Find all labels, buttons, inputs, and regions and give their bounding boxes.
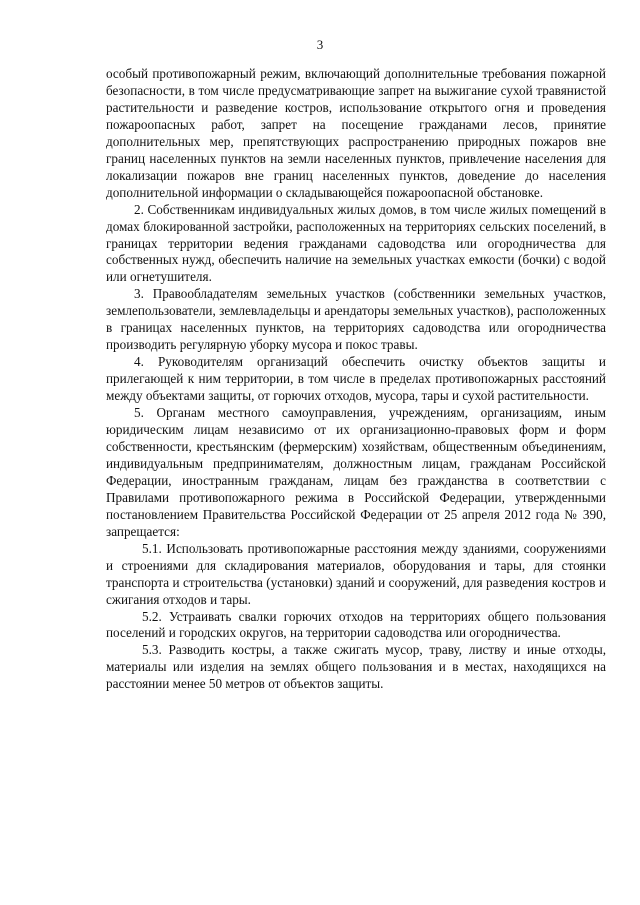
paragraph-4-organization-heads: 4. Руководителям организаций обеспечить очистку объектов защиты и прилегающей к ним территории, в том числе в пределах противопожарных расстояний между объектами защиты, от горючих отходов, мусора, тары и сухой растительности. [106, 354, 606, 404]
document-body [106, 66, 606, 693]
paragraph-3-land-owners: 3. Правообладателям земельных участков (собственники земельных участков, землепользователи, землевладельцы и арендаторы земельных участков), расположенных в границах населенных пунктов, на территориях садоводства или огородничества производить регулярную уборку мусора и покос травы. [106, 286, 606, 353]
paragraph-5-1: 5.1. Использовать противопожарные расстояния между зданиями, сооружениями и строениями для складирования материалов, оборудования и тары, для стоянки транспорта и строительства (установки) зданий и сооружений, для разведения костров и сжигания отходов и тары. [106, 540, 606, 607]
paragraph-2-home-owners: 2. Собственникам индивидуальных жилых домов, в том числе жилых помещений в домах блокированной застройки, расположенных на территориях сельских поселений, в границах территории ведения гражданами садоводства или огородничества для собственных нужд, обеспечить наличие на земельных участках емкости (бочки) с водой или огнетушителя. [106, 201, 606, 285]
paragraph-5-2: 5.2. Устраивать свалки горючих отходов на территориях общего пользования поселений и городских округов, на территории садоводства или огородничества. [106, 608, 606, 641]
paragraph-5-prohibitions: 5. Органам местного самоуправления, учреждениям, организациям, иным юридическим лицам независимо от их организационно-правовых форм и форм собственности, крестьянским (фермерским) хозяйствам, общественным объединениям, индивидуальным предпринимателям, должностным лицам, гражданам Российской Федерации, иностранным гражданам, лицам без гражданства в соответствии с Правилами противопожарного режима в Российской Федерации, утвержденными постановлением Правительства Российской Федерации от 25 апреля 2012 года № 390, запрещается: [106, 405, 606, 539]
paragraph-fire-regime-continuation: особый противопожарный режим, включающий дополнительные требования пожарной безопасности, в том числе предусматривающие запрет на выжигание сухой травянистой растительности и разведение костров, использование открытого огня и проведения пожароопасных работ, запрет на посещение гражданами лесов, принятие дополнительных мер, препятствующих распространению природных пожаров вне границ населенных пунктов на земли населенных пунктов, привлечение населения для локализации пожаров вне границ населенных пунктов, доведение до населения дополнительной информации о складывающейся пожароопасной обстановке. [106, 66, 606, 200]
page-number: 3 [316, 37, 324, 52]
paragraph-5-3: 5.3. Разводить костры, а также сжигать мусор, траву, листву и иные отходы, материалы или изделия на землях общего пользования и в местах, находящихся на расстоянии менее 50 метров от объектов защиты. [106, 642, 606, 692]
